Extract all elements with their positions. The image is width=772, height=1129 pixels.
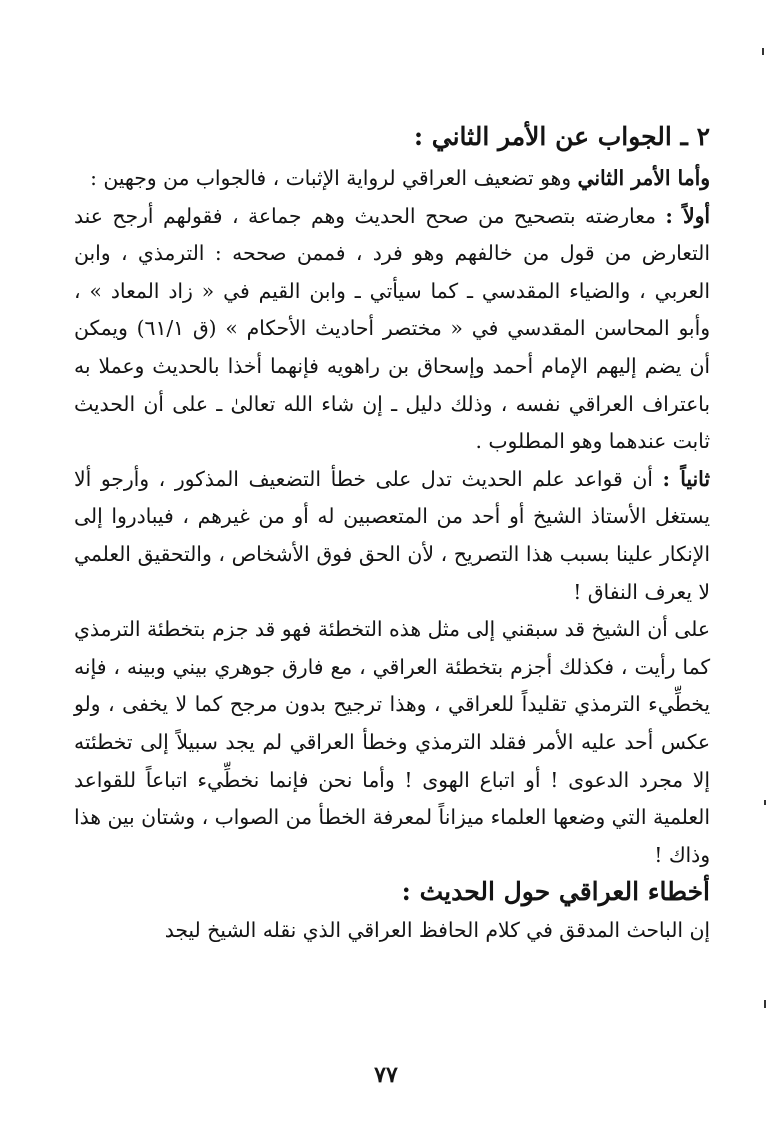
scan-edge-mark (764, 1000, 766, 1008)
scan-edge-mark (762, 48, 764, 55)
paragraph-lead: ثانياً : (662, 466, 710, 491)
page-body (74, 118, 710, 950)
paragraph-second-point (74, 461, 710, 611)
paragraph-lead: وأما الأمر الثاني (577, 166, 710, 190)
page-number: ٧٧ (374, 1062, 398, 1088)
paragraph-lead: أولاً : (665, 203, 711, 228)
paragraph-body: على أن الشيخ قد سبقني إلى مثل هذه التخطئة فهو قد جزم بتخطئة الترمذي كما رأيت ، فكذلك أجزم بتخطئة العراقي ، مع فارق جوهري بيني وبينه ، فإنه يخطِّيء الترمذي تقليداً للعراقي ، وهذا ترجيح بدون مرجح كما لا يخفى ، ولو عكس أحد عليه الأمر فقلد الترمذي وخطأ العراقي لم يجد سبيلاً إلى تخطئته إلا مجرد الدعوى ! أو اتباع الهوى ! وأما نحن فإنما نخطِّيء اتباعاً للقواعد العلمية التي وضعها العلماء ميزاناً لمعرفة الخطأ من الصواب ، وشتان بين هذا وذاك ! (74, 617, 710, 867)
paragraph-second-matter (74, 160, 710, 198)
paragraph-text: أن قواعد علم الحديث تدل على خطأ التضعيف المذكور ، وأرجو ألا يستغل الأستاذ الشيخ أو أحد من المتعصبين له أو من غيرهم ، فيبادروا إلى الإنكار علينا بسبب هذا التصريح ، لأن الحق فوق الأشخاص ، والتحقيق العلمي لا يعرف النفاق ! (74, 466, 710, 604)
subsection-heading: أخطاء العراقي حول الحديث : (401, 877, 710, 907)
scan-edge-mark (764, 800, 766, 805)
paragraph-text: وهو تضعيف العراقي لرواية الإثبات ، فالجواب من وجهين : (90, 166, 572, 190)
paragraph-first-point (74, 198, 710, 461)
paragraph-body: إن الباحث المدقق في كلام الحافظ العراقي الذي نقله الشيخ ليجد (164, 918, 710, 943)
paragraph-text: معارضته بتصحيح من صحح الحديث وهم جماعة ، فقولهم أرجح عند التعارض من قول من خالفهم وهو فرد ، فممن صححه : الترمذي ، وابن العربي ، والضياء المقدسي ـ كما سيأتي ـ وابن القيم في « زاد المعاد » ، وأبو المحاسن المقدسي في « مختصر أحاديث الأحكام » (ق ٦١/١) ويمكن أن يضم إليهم الإمام أحمد وإسحاق بن راهويه فإنهما أخذا بالحديث وعملا به باعتراف العراقي نفسه ، وذلك دليل ـ إن شاء الله تعالىٰ ـ على أن الحديث ثابت عندهما وهو المطلوب . (74, 203, 710, 454)
section-heading: ٢ ـ الجواب عن الأمر الثاني : (413, 122, 710, 151)
